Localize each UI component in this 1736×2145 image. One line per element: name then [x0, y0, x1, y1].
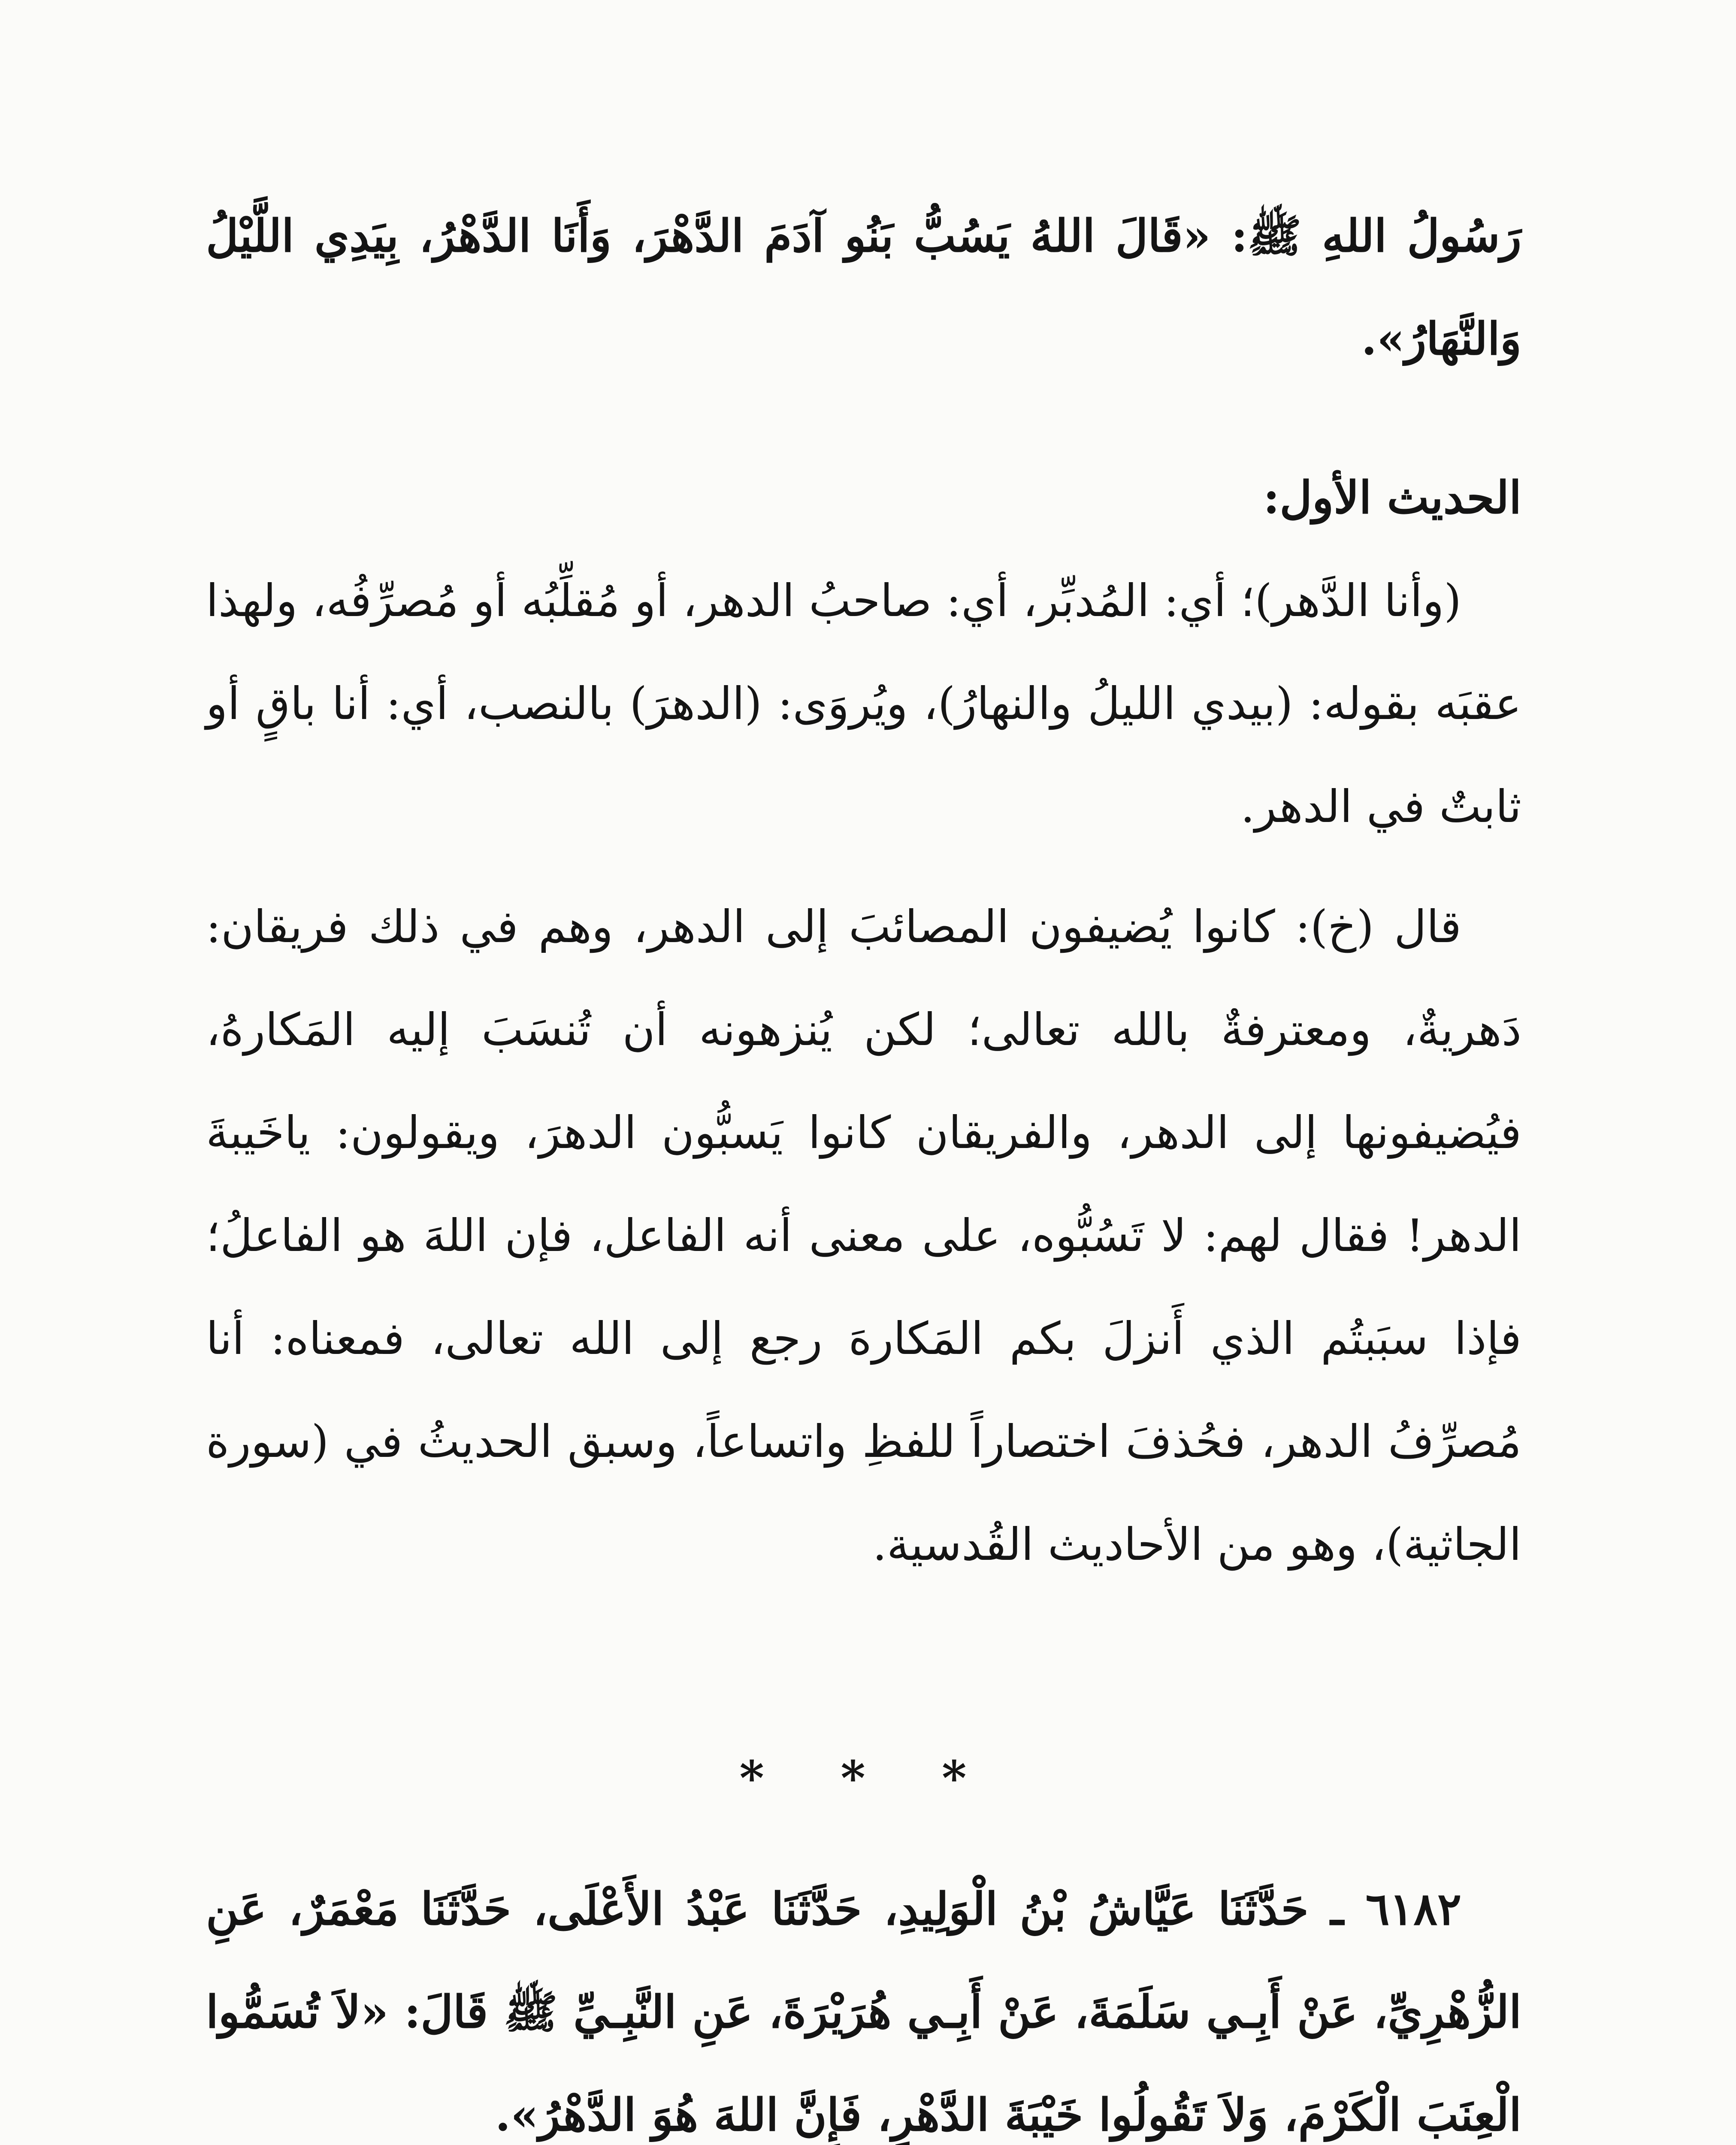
hadith-6182-text: ٦١٨٢ ـ حَدَّثَنَا عَيَّاشُ بْنُ الْوَلِيدِ، حَدَّثَنَا عَبْدُ الأَعْلَى، حَدَّثَنَا مَعْمَرٌ، عَنِ الزُّهْرِيِّ، عَنْ أَبِـي سَلَمَةَ، عَنْ أَبِـي هُرَيْرَةَ، عَنِ النَّبِـيِّ ﷺ قَالَ: «لاَ تُسَمُّوا الْعِنَبَ الْكَرْمَ، وَلاَ تَقُولُوا خَيْبَةَ الدَّهْرِ، فَإِنَّ اللهَ هُوَ الدَّهْرُ». — [206, 1882, 1521, 2141]
commentary-paragraph-2: قال (خ): كانوا يُضيفون المصائبَ إلى الدهر، وهم في ذلك فريقان: دَهريةٌ، ومعترفةٌ بالله تعالى؛ لكن يُنزهونه أن تُنسَبَ إليه المَكارهُ، فيُضيفونها إلى الدهر، والفريقان كانوا يَسبُّون الدهرَ، ويقولون: ياخَيبةَ الدهر! فقال لهم: لا تَسُبُّوه، على معنى أنه الفاعل، فإن اللهَ هو الفاعلُ؛ فإذا سبَبتُم الذي أَنزلَ بكم المَكارهَ رجع إلى الله تعالى، فمعناه: أنا مُصرِّفُ الدهر، فحُذفَ اختصاراً للفظِ واتساعاً، وسبق الحديثُ في (سورة الجاثية)، وهو من الأحاديث القُدسية. — [206, 900, 1521, 1571]
commentary-paragraph-1: (وأنا الدَّهر)؛ أي: المُدبِّر، أي: صاحبُ الدهر، أو مُقلِّبُه أو مُصرِّفُه، ولهذا عقبَه بقوله: (بيدي الليلُ والنهارُ)، ويُروَى: (الدهرَ) بالنصب، أي: أنا باقٍ أو ثابتٌ في الدهر. — [206, 574, 1521, 833]
section-separator: * * * — [739, 1750, 997, 1806]
first-hadith-heading: الحديث الأول: — [1263, 471, 1521, 524]
hadith-intro-text: رَسُولُ اللهِ ﷺ: «قَالَ اللهُ يَسُبُّ بَنُو آدَمَ الدَّهْرَ، وَأَنَا الدَّهْرُ، بِيَدِي اللَّيْلُ وَالنَّهَارُ». — [206, 209, 1521, 365]
